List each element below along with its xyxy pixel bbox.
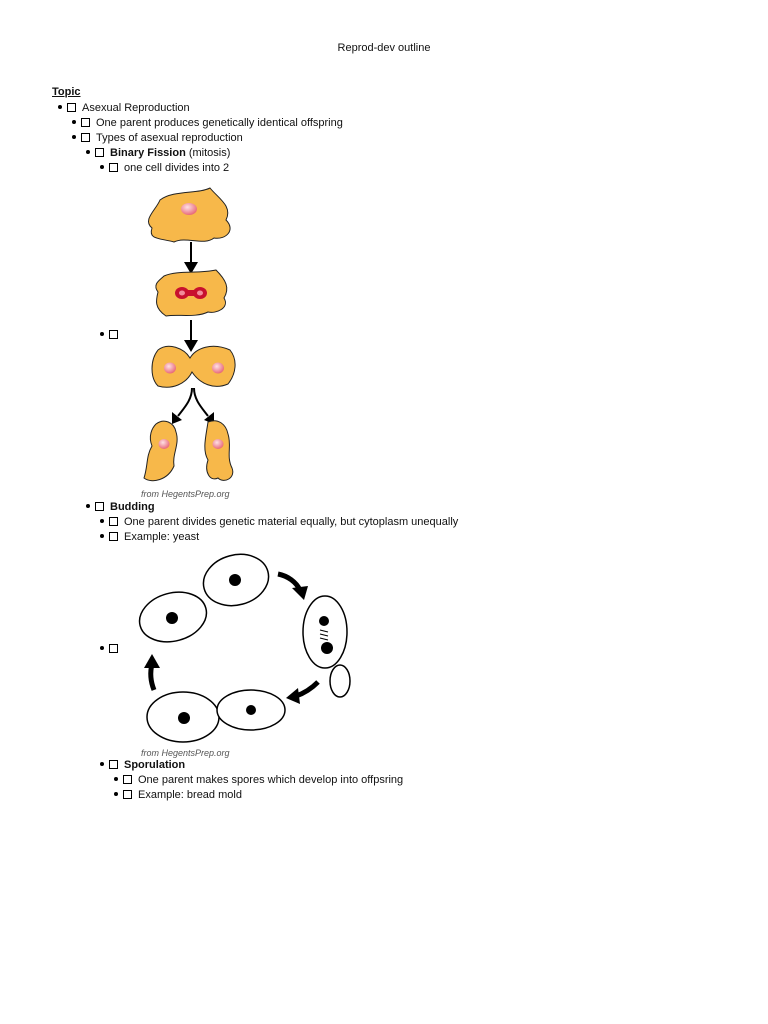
page-title: Reprod-dev outline bbox=[337, 42, 431, 54]
checkbox-icon bbox=[109, 330, 118, 339]
checkbox-icon bbox=[67, 103, 76, 112]
outline-item-cell-divides: one cell divides into 2 bbox=[100, 161, 229, 175]
outline-item-budding-detail: One parent divides genetic material equally, but cytoplasm unequally bbox=[100, 515, 458, 529]
outline-item-one-parent: One parent produces genetically identical offspring bbox=[72, 116, 343, 130]
topic-heading: Topic bbox=[52, 86, 81, 98]
outline-item-budding: Budding bbox=[86, 500, 155, 514]
arrow-icon bbox=[292, 586, 308, 600]
bullet-icon bbox=[86, 150, 90, 154]
parent-cell bbox=[148, 188, 230, 242]
checkbox-icon bbox=[109, 760, 118, 769]
bullet-icon bbox=[100, 646, 104, 650]
nucleus bbox=[166, 612, 178, 624]
checkbox-icon bbox=[109, 517, 118, 526]
bud bbox=[330, 665, 350, 697]
bullet-icon bbox=[100, 534, 104, 538]
budding-diagram bbox=[138, 550, 358, 750]
outline-item-binary-fission: Binary Fission (mitosis) bbox=[86, 146, 230, 160]
outline-item-fission-image bbox=[100, 328, 124, 342]
binary-fission-diagram bbox=[138, 188, 248, 488]
image-credit: from HegentsPrep.org bbox=[141, 748, 230, 758]
bullet-icon bbox=[100, 332, 104, 336]
bullet-icon bbox=[72, 120, 76, 124]
nucleus bbox=[164, 363, 176, 374]
arrow-icon bbox=[144, 654, 160, 668]
daughter-cell bbox=[205, 421, 233, 481]
outline-item-types: Types of asexual reproduction bbox=[72, 131, 243, 145]
daughter-cell bbox=[144, 421, 177, 481]
outline-item-budding-image bbox=[100, 642, 124, 656]
image-credit: from HegentsPrep.org bbox=[141, 489, 230, 499]
nucleus bbox=[159, 439, 170, 449]
nucleus bbox=[246, 705, 256, 715]
checkbox-icon bbox=[81, 118, 90, 127]
checkbox-icon bbox=[95, 148, 104, 157]
nucleus bbox=[212, 363, 224, 374]
bullet-icon bbox=[114, 792, 118, 796]
checkbox-icon bbox=[109, 163, 118, 172]
checkbox-icon bbox=[95, 502, 104, 511]
checkbox-icon bbox=[109, 532, 118, 541]
nucleus bbox=[181, 203, 197, 215]
nucleus bbox=[178, 712, 190, 724]
outline-item-yeast: Example: yeast bbox=[100, 530, 199, 544]
arrow-icon bbox=[286, 688, 300, 704]
outline-item-sporulation: Sporulation bbox=[100, 758, 185, 772]
yeast-cell bbox=[303, 596, 347, 668]
nucleus bbox=[213, 439, 224, 449]
checkbox-icon bbox=[109, 644, 118, 653]
nucleus bbox=[229, 574, 241, 586]
bullet-icon bbox=[86, 504, 90, 508]
bullet-icon bbox=[100, 519, 104, 523]
checkbox-icon bbox=[123, 790, 132, 799]
bullet-icon bbox=[72, 135, 76, 139]
bullet-icon bbox=[100, 762, 104, 766]
outline-item-asexual: Asexual Reproduction bbox=[58, 101, 190, 115]
outline-item-bread-mold: Example: bread mold bbox=[114, 788, 242, 802]
checkbox-icon bbox=[123, 775, 132, 784]
bullet-icon bbox=[100, 165, 104, 169]
arrow-icon bbox=[184, 340, 198, 352]
nucleus bbox=[319, 616, 329, 626]
outline-item-spores: One parent makes spores which develop into offpsring bbox=[114, 773, 403, 787]
bullet-icon bbox=[58, 105, 62, 109]
bullet-icon bbox=[114, 777, 118, 781]
nucleus bbox=[321, 642, 333, 654]
checkbox-icon bbox=[81, 133, 90, 142]
